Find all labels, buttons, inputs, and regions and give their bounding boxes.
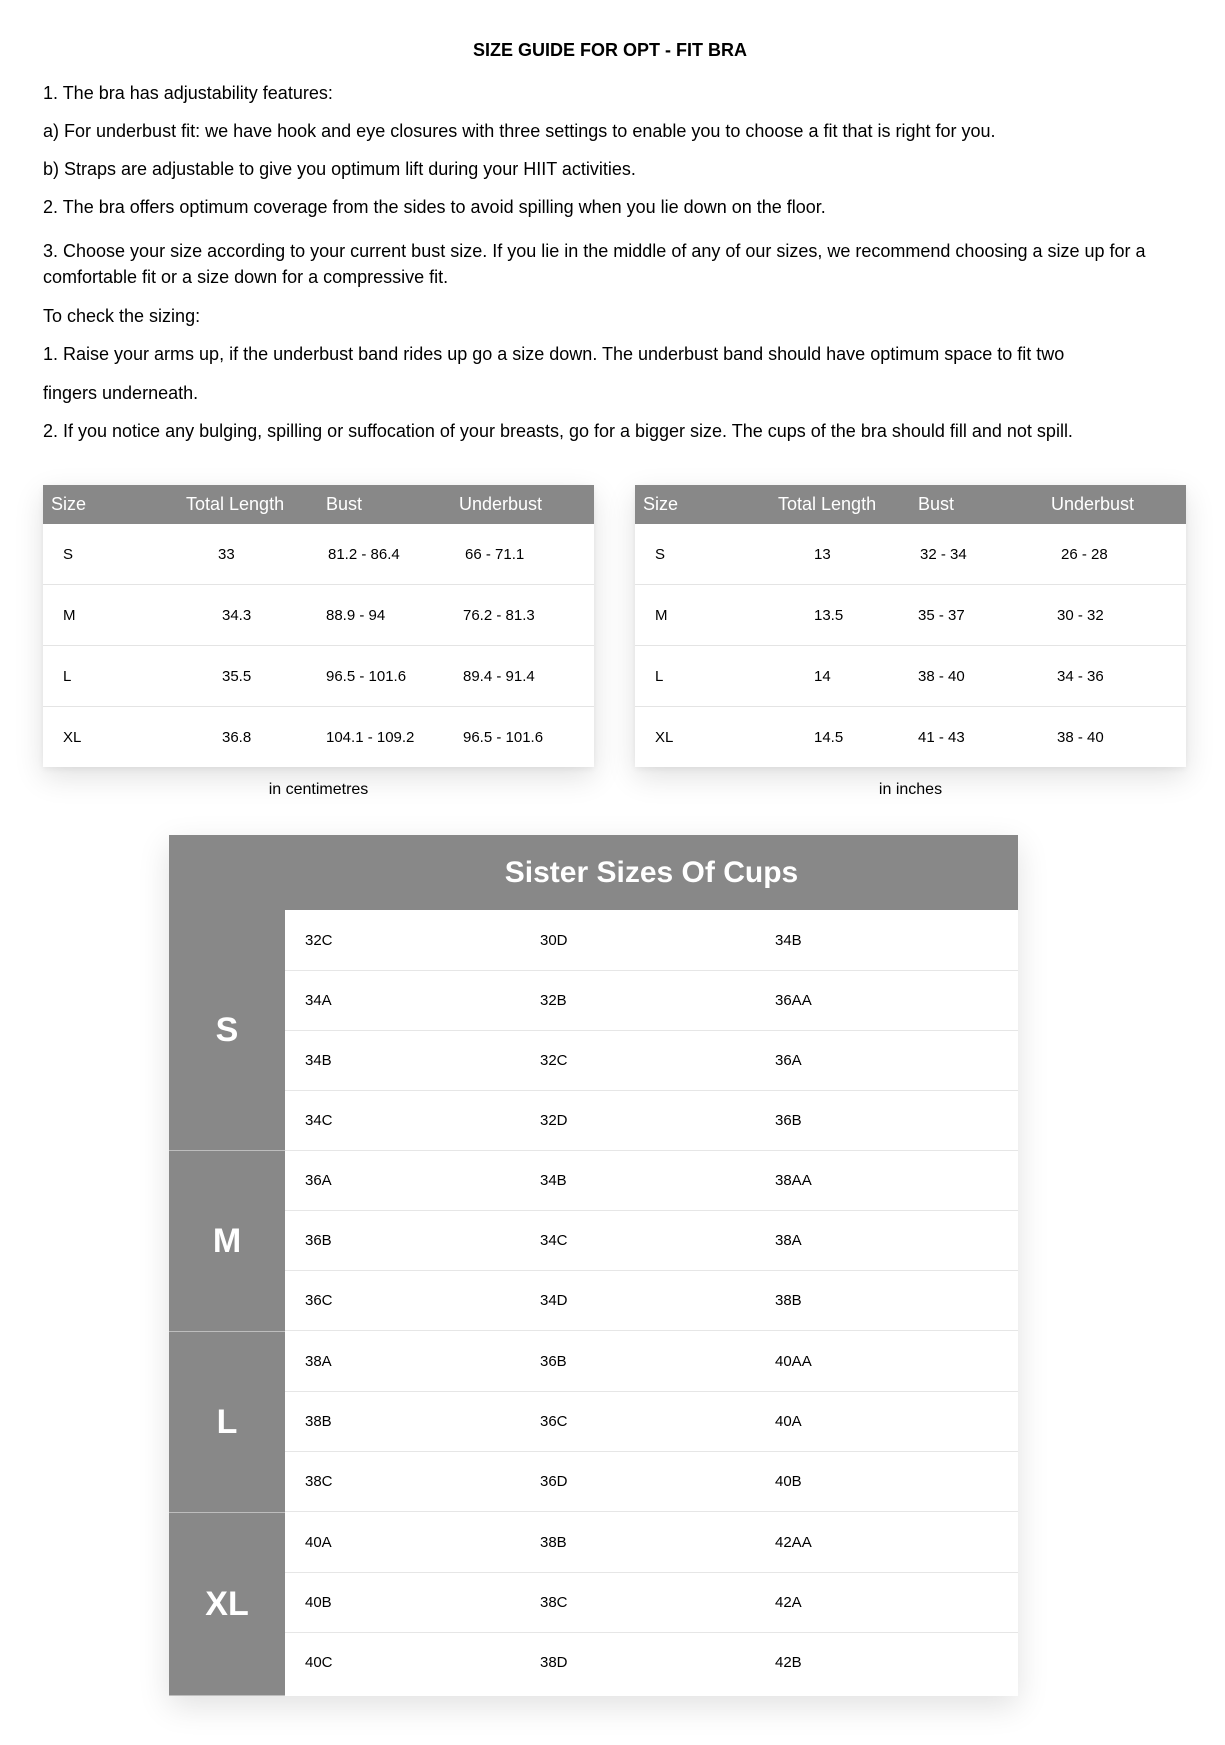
table-row (43, 585, 594, 646)
table-cell: XL (43, 707, 178, 768)
size-table-inches (635, 485, 1186, 767)
paragraph: 1. Raise your arms up, if the underbust band rides up go a size down. The underbust band should have optimum space to fit two (43, 344, 1065, 364)
table-cell: 104.1 - 109.2 (318, 707, 451, 768)
table-cell: 35.5 (178, 646, 318, 707)
table-cell: 34.3 (178, 585, 318, 646)
sister-cell: 34A (305, 992, 332, 1009)
column-header: Size (43, 485, 178, 524)
table-cell: 14.5 (770, 707, 910, 768)
sister-cell: 34B (540, 1172, 567, 1189)
sister-cell: 34C (305, 1112, 333, 1129)
page-title: SIZE GUIDE FOR OPT - FIT BRA (473, 40, 747, 60)
table-cell: XL (635, 707, 770, 768)
sister-cell: 34B (305, 1052, 332, 1069)
table-cell: 32 - 34 (920, 545, 967, 563)
table-cell: 38 - 40 (910, 646, 1043, 707)
table-cell: 13 (814, 545, 831, 563)
table-cell: 76.2 - 81.3 (451, 585, 594, 646)
paragraph: b) Straps are adjustable to give you optimum lift during your HIIT activities. (43, 159, 636, 179)
table-cell: M (43, 585, 178, 646)
sister-cell: 36B (540, 1353, 567, 1370)
paragraph: 3. Choose your size according to your current bust size. If you lie in the middle of any of our sizes, we recommend choosing a size up for a comfortable fit or a size down for a compressive fit. (43, 241, 1146, 287)
size-label-s: S (169, 910, 285, 1151)
sister-cell: 34D (540, 1292, 568, 1309)
sister-cell: 38B (540, 1534, 567, 1551)
sister-row (285, 1513, 1018, 1573)
paragraph: a) For underbust fit: we have hook and eye closures with three settings to enable you to choose a fit that is right for you. (43, 121, 996, 141)
table-cell: S (655, 545, 666, 563)
sister-cell: 36D (540, 1473, 568, 1490)
table-cell: 38 - 40 (1043, 707, 1186, 768)
table-cell: 81.2 - 86.4 (328, 545, 400, 563)
paragraph: To check the sizing: (43, 306, 201, 326)
sister-cell: 32C (540, 1052, 568, 1069)
sister-cell: 36AA (775, 992, 812, 1009)
sister-cell: 38C (540, 1594, 568, 1611)
sister-cell: 38B (305, 1413, 332, 1430)
column-header: Total Length (770, 485, 910, 524)
table-row (635, 524, 1186, 585)
table-cell: 36.8 (178, 707, 318, 768)
table-row (635, 585, 1186, 646)
sister-cell: 38C (305, 1473, 333, 1490)
table-cell: 33 (218, 545, 235, 563)
table-row (43, 524, 594, 585)
table-cell: 14 (770, 646, 910, 707)
sister-cell: 36C (305, 1292, 333, 1309)
table-caption: in inches (878, 781, 943, 798)
sister-cell: 34B (775, 932, 802, 949)
sister-cell: 42A (775, 1594, 802, 1611)
sister-cell: 40B (305, 1594, 332, 1611)
sister-cell: 32C (305, 932, 333, 949)
sister-cell: 36C (540, 1413, 568, 1430)
sister-cell: 38D (540, 1654, 568, 1671)
sister-cell: 38AA (775, 1172, 812, 1189)
table-cell: 96.5 - 101.6 (451, 707, 594, 768)
sister-cell: 36A (305, 1172, 332, 1189)
sister-cell: 42B (775, 1654, 802, 1671)
sister-cell: 40A (305, 1534, 332, 1551)
sister-row (285, 1091, 1018, 1151)
sister-row (285, 1392, 1018, 1452)
table-row (635, 646, 1186, 707)
table-cell: 66 - 71.1 (465, 545, 525, 563)
sister-cell: 36B (305, 1232, 332, 1249)
sister-row (285, 1271, 1018, 1331)
column-header: Bust (318, 485, 451, 524)
paragraph: 2. The bra offers optimum coverage from the sides to avoid spilling when you lie down on the floor. (43, 197, 826, 217)
sister-cell: 40B (775, 1473, 802, 1490)
paragraph: 1. The bra has adjustability features: (43, 83, 333, 103)
table-cell: 30 - 32 (1043, 585, 1186, 646)
size-label-xl: XL (169, 1513, 285, 1696)
paragraph: 2. If you notice any bulging, spilling or suffocation of your breasts, go for a bigger size. The cups of the bra should fill and not spill. (43, 421, 1073, 441)
table-cell: M (635, 585, 770, 646)
sister-cell: 40AA (775, 1353, 812, 1370)
sister-cell: 30D (540, 932, 568, 949)
table-row (43, 646, 594, 707)
sister-cell: 32D (540, 1112, 568, 1129)
sister-row (285, 1031, 1018, 1091)
table-cell: 96.5 - 101.6 (318, 646, 451, 707)
sister-cell: 36B (775, 1112, 802, 1129)
paragraph: fingers underneath. (43, 383, 199, 403)
table-cell: L (635, 646, 770, 707)
sister-cell: 40A (775, 1413, 802, 1430)
sister-cell: 38A (305, 1353, 332, 1370)
sister-row (285, 971, 1018, 1031)
sister-sizes-table (169, 835, 1018, 1696)
sister-row (285, 1452, 1018, 1512)
sister-row (285, 1633, 1018, 1693)
sister-cell: 40C (305, 1654, 333, 1671)
column-header: Underbust (451, 485, 594, 524)
sister-row (285, 1151, 1018, 1211)
table-cell: 41 - 43 (910, 707, 1043, 768)
size-label-l: L (169, 1332, 285, 1513)
table-cell: 35 - 37 (910, 585, 1043, 646)
sister-row (285, 1332, 1018, 1392)
sister-cell: 38A (775, 1232, 802, 1249)
sister-cell: 32B (540, 992, 567, 1009)
table-cell: L (43, 646, 178, 707)
sister-row (285, 1211, 1018, 1271)
column-header: Bust (910, 485, 1043, 524)
table-caption: in centimetres (268, 781, 369, 798)
size-label-m: M (169, 1151, 285, 1332)
column-header: Underbust (1043, 485, 1186, 524)
column-header: Size (635, 485, 770, 524)
table-cell: 26 - 28 (1061, 545, 1108, 563)
sister-sizes-title: Sister Sizes Of Cups (504, 856, 799, 889)
table-row (43, 707, 594, 768)
table-cell: 13.5 (770, 585, 910, 646)
sister-row (285, 911, 1018, 971)
sister-cell: 38B (775, 1292, 802, 1309)
table-cell: 88.9 - 94 (318, 585, 451, 646)
sister-cell: 34C (540, 1232, 568, 1249)
sister-cell: 36A (775, 1052, 802, 1069)
table-cell: S (63, 545, 74, 563)
sister-cell: 42AA (775, 1534, 812, 1551)
column-header: Total Length (178, 485, 318, 524)
table-row (635, 707, 1186, 768)
table-cell: 34 - 36 (1043, 646, 1186, 707)
table-cell: 89.4 - 91.4 (451, 646, 594, 707)
size-table-cm (43, 485, 594, 767)
sister-row (285, 1573, 1018, 1633)
